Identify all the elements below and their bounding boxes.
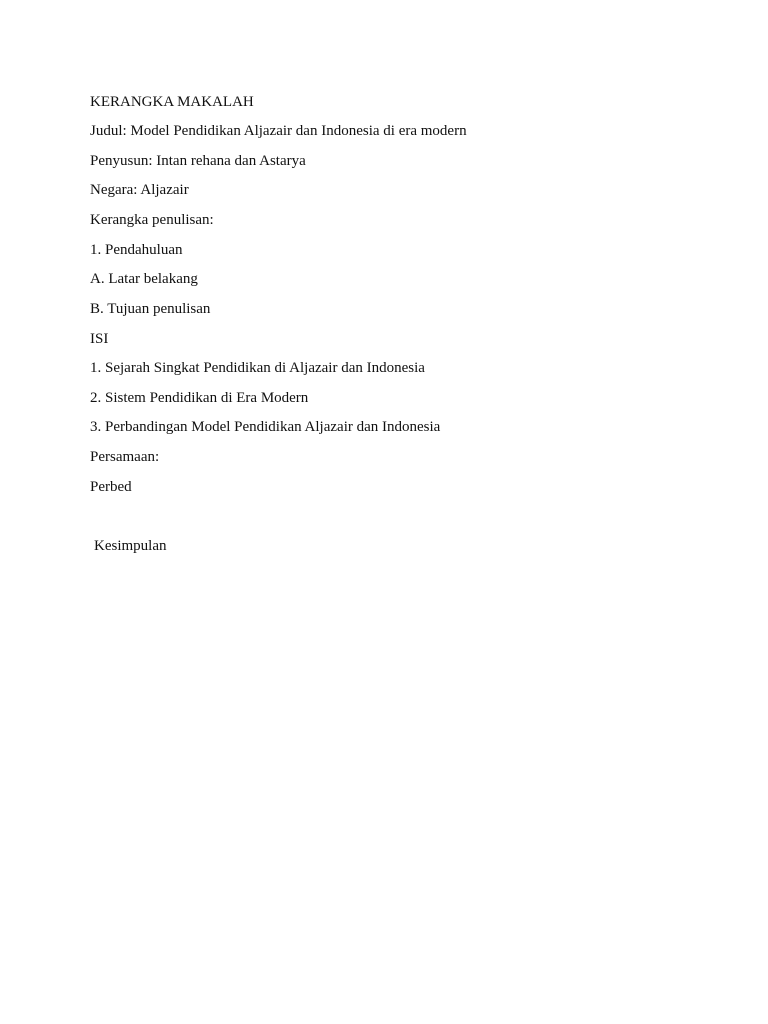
intro-heading: 1. Pendahuluan [90, 242, 183, 258]
outline-label: Kerangka penulisan: [90, 212, 214, 228]
body-item-1: 1. Sejarah Singkat Pendidikan di Aljazair dan Indonesia [90, 360, 425, 376]
conclusion-heading: Kesimpulan [94, 538, 167, 554]
intro-item-b: B. Tujuan penulisan [90, 301, 211, 317]
body-item-2: 2. Sistem Pendidikan di Era Modern [90, 390, 309, 406]
intro-item-a: A. Latar belakang [90, 271, 198, 287]
body-heading: ISI [90, 331, 109, 347]
similarities-label: Persamaan: [90, 449, 160, 465]
body-item-3: 3. Perbandingan Model Pendidikan Aljazair dan Indonesia [90, 419, 441, 435]
author-line: Penyusun: Intan rehana dan Astarya [90, 153, 306, 169]
country-line: Negara: Aljazair [90, 182, 189, 198]
document-heading: KERANGKA MAKALAH [90, 94, 254, 110]
title-line: Judul: Model Pendidikan Aljazair dan Indonesia di era modern [90, 123, 467, 139]
differences-label: Perbed [90, 479, 132, 495]
